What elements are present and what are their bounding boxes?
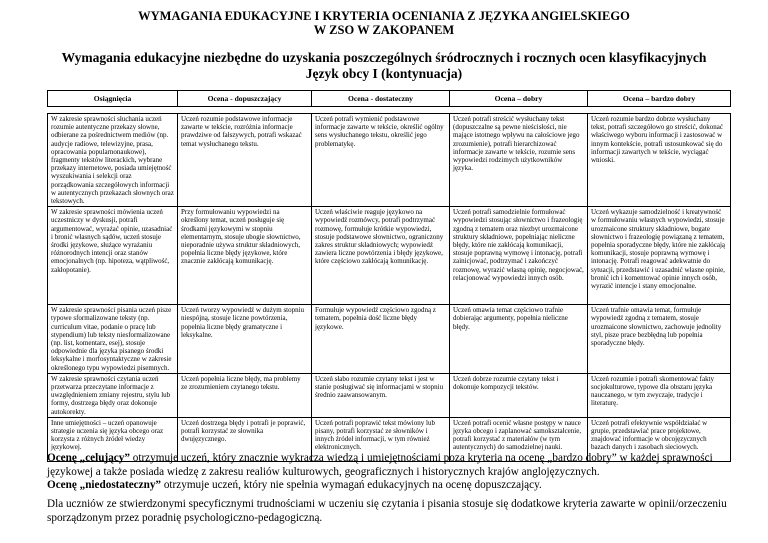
table-row (48, 114, 731, 207)
table-cell: Uczeń dobrze rozumie czytany tekst i dokonuje kompozycji tekstów. (450, 373, 588, 417)
dyslexia-note: Dla uczniów ze stwierdzonymi specyficznymi trudnościami w uczeniu się czytania i pisania stosuje się dodatkowe kryteria zawarte w opinii/orzeczeniu sporządzonym przez poradnię psychologiczno-pedagogiczną. (47, 498, 727, 524)
note-celujacy (47, 452, 737, 479)
note-niedostateczny-text: otrzymuje uczeń, który nie spełnia wymagań edukacyjnych na ocenę dopuszczający. (161, 479, 542, 491)
table-cell: Uczeń potrafi poprawić tekst mówiony lub pisany, potrafi korzystać ze słowników i innych źródeł informacji, w tym również elektronicznych. (312, 417, 450, 461)
table-cell: W zakresie sprawności słuchania uczeń rozumie autentyczne przekazy słowne, odbierane za pośrednictwem mediów (np. audycje radiowe, telewizyjne, prasa, opracowania popularnonaukowe), fragmenty tekstów literackich, wybrane przekazy internetowe, posiada umiejętność wyszukiwania i selekcji oraz porządkowania szczegółowych informacji w autentycznych przekazach słownych oraz tekstowych. (48, 114, 178, 207)
table-cell: Inne umiejętności – uczeń opanowuje strategie uczenia się języka obcego oraz korzysta z różnych źródeł wiedzy językowej. (48, 417, 178, 461)
table-row (48, 305, 731, 374)
table-cell: Uczeń rozumie i potrafi skomentować fakty socjokulturowe, typowe dla obszaru języka nauczanego, w tym zwyczaje, tradycje i literaturę. (588, 373, 731, 417)
table-cell: Uczeń potrafi efektywnie współdziałać w grupie, przedstawiać prace projektowe, znajdować informacje w obcojęzycznych bazach danych i zasobach sieciowych. (588, 417, 731, 461)
note-niedostateczny (47, 479, 737, 493)
header-achievements: Osiągnięcia (48, 91, 178, 107)
note-celujacy-label: Ocenę „celujący” (47, 452, 130, 464)
table-cell: Przy formułowaniu wypowiedzi na określony temat, uczeń posługuje się środkami językowymi w stopniu elementarnym, stosuje ubogie słownictwo, nieporadnie używa struktur składniowych, popełnia liczne błędy językowe, które znacznie zakłócają komunikację. (178, 207, 312, 305)
requirements-table (47, 90, 731, 462)
header-grade-good: Ocena – dobry (450, 91, 588, 107)
table-cell: Uczeń trafnie omawia temat, formułuje wypowiedź zgodną z tematem, stosuje urozmaicone słownictwo, zachowuje jednolity styl, pisze prace bezbłędną lub popełnia sporadyczne błędy. (588, 305, 731, 374)
document-title-line1: WYMAGANIA EDUKACYJNE I KRYTERIA OCENIANIA Z JĘZYKA ANGIELSKIEGO (138, 9, 630, 23)
table-cell: W zakresie sprawności pisania uczeń pisze typowe sformalizowane teksty (np. curriculum vitae, podanie o pracę lub stypendium) lub teksty niesformalizowane (np. list, komentarz, esej), stosuje odpowiednie dla języka pisanego środki leksykalne i morfosyntaktyczne w zakresie określonego typu wypowiedzi pisemnych. (48, 305, 178, 374)
table-cell: Uczeń rozumie podstawowe informacje zawarte w tekście, rozróżnia informacje prawdziwe od fałszywych, potrafi wskazać temat wysłuchanego tekstu. (178, 114, 312, 207)
table-cell: W zakresie sprawności czytania uczeń przetwarza przeczytane informacje z uwzględnieniem zmiany rejestru, stylu lub formy, dostrzega błędy oraz dokonuje autokorekty. (48, 373, 178, 417)
table-cell: Uczeń omawia temat częściowo trafnie dobierając argumenty, popełnia nieliczne błędy. (450, 305, 588, 374)
table-cell: Uczeń słabo rozumie czytany tekst i jest w stanie posługiwać się informacjami w stopniu średnio zaawansowanym. (312, 373, 450, 417)
table-row (48, 207, 731, 305)
header-grade-sufficient: Ocena - dopuszczający (178, 91, 312, 107)
header-grade-satisfactory: Ocena - dostateczny (312, 91, 450, 107)
table-row (48, 373, 731, 417)
table-cell: W zakresie sprawności mówienia uczeń uczestniczy w dyskusji, potrafi argumentować, wyrażać opinie, uzasadniać i bronić własnych sądów, uczeń stosuje środki językowe, służące wyrażaniu różnorodnych intencji oraz stanów emocjonalnych (np. hipoteza, wątpliwość, zakłopotanie). (48, 207, 178, 305)
table-cell: Uczeń popełnia liczne błędy, ma problemy ze zrozumieniem czytanego tekstu. (178, 373, 312, 417)
note-celujacy-text: otrzymuje uczeń, który znacznie wykracza wiedzą i umiejętnościami poza kryteria na ocenę „bardzo dobry” w każdej sprawności językowej a także posiada wiedzę z zakresu realiów kulturowych, geograficznych i historycznych krajów anglojęzycznych. (47, 452, 713, 478)
document-subtitle-line2: Język obcy I (kontynuacja) (305, 66, 463, 81)
table-cell: Uczeń potrafi wymienić podstawowe informacje zawarte w tekście, określić ogólny sens wysłuchanego tekstu, określić jego problematykę. (312, 114, 450, 207)
table-cell: Uczeń potrafi ocenić własne postępy w nauce języka obcego i zaplanować samokształcenie, potrafi korzystać z materiałów (w tym autentycznych) do samodzielnej nauki. (450, 417, 588, 461)
document-title-line2: W ZSO W ZAKOPANEM (313, 23, 455, 37)
table-cell: Uczeń tworzy wypowiedź w dużym stopniu niespójną, stosuje liczne powtórzenia, popełnia liczne błędy gramatyczne i leksykalne. (178, 305, 312, 374)
table-cell: Uczeń wykazuje samodzielność i kreatywność w formułowaniu własnych wypowiedzi, stosuje urozmaicone struktury składniowe, bogate słownictwo i frazeologię powiązaną z tematem, popełnia sporadyczne błędy, które nie zakłócają komunikacji, stosuje poprawną wymowę i intonację. Potrafi reagować adekwatnie do sytuacji, przedstawić i uzasadnić własne opinie, bronić ich i komentować opinie innych osób, wyrazić intencje i stany emocjonalne. (588, 207, 731, 305)
header-grade-very-good: Ocena – bardzo dobry (588, 91, 731, 107)
grade-notes (47, 452, 737, 493)
document-subtitle-line1: Wymagania edukacyjne niezbędne do uzyskania poszczególnych śródrocznych i rocznych ocen klasyfikacyjnych (61, 50, 707, 65)
table-cell: Uczeń właściwie reaguje językowo na wypowiedź rozmówcy, potrafi podtrzymać rozmowę, formułuje krótkie wypowiedzi, stosuje podstawowe słownictwo, ograniczony zakres struktur składniowych; wypowiedź zawiera liczne powtórzenia i błędy językowe, które częściowo zakłócają komunikację. (312, 207, 450, 305)
table-header-row (48, 91, 731, 107)
table-cell: Formułuje wypowiedź częściowo zgodną z tematem, popełnia dość liczne błędy językowe. (312, 305, 450, 374)
table-cell: Uczeń dostrzega błędy i potrafi je poprawić, potrafi korzystać ze słownika dwujęzycznego. (178, 417, 312, 461)
table-cell: Uczeń potrafi samodzielnie formułować wypowiedzi stosując słownictwo i frazeologię zgodną z tematem oraz niezbyt urozmaicone struktury składniowe, popełniając nieliczne błędy, które nie zakłócają komunikacji, stosuje poprawną wymowę i intonację, potrafi zainicjować, podtrzymać i zakończyć rozmowę, wyrazić własną opinię, negocjować, relacjonować wypowiedzi innych osób. (450, 207, 588, 305)
table-cell: Uczeń potrafi streścić wysłuchany tekst (dopuszczalne są pewne nieścisłości, nie mające istotnego wpływu na całościowe jego zrozumienie), potrafi hierarchizować informacje zawarte w tekście, rozumie sens wypowiedzi rodzimych użytkowników języka. (450, 114, 588, 207)
note-niedostateczny-label: Ocenę „niedostateczny” (47, 479, 162, 491)
table-cell: Uczeń rozumie bardzo dobrze wysłuchany tekst, potrafi szczegółowo go streścić, dokonać właściwego wyboru informacji i zastosować w innym kontekście, potrafi ustosunkować się do informacji zawartych w tekście, wyciągać wnioski. (588, 114, 731, 207)
